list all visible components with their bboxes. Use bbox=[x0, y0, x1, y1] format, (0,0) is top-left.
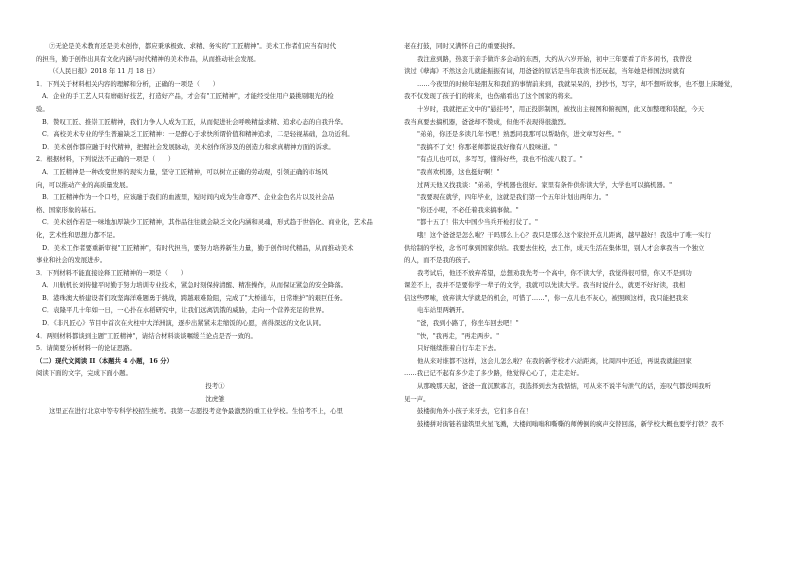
right-text-line: 见一声。 bbox=[404, 394, 430, 403]
left-text-line: ⑦无论是美术教育还是美术创作，都应秉承极致、求精、务实的"工匠精神"。美术工作者们应当有时代 bbox=[49, 42, 337, 50]
right-text-line: "有点儿也可以，多写写，懂得好些，我也不怕流八股了。" bbox=[417, 155, 583, 164]
right-text-line: 我当真要去搞机器，爸爸却不赞成，但他不表现得很激烈。 bbox=[404, 117, 571, 126]
right-text-line: "我搞不了文！你那老师都说我好像有八股味道。" bbox=[417, 142, 558, 151]
left-text-line: A．企业的手工艺人只有磨砺好技艺，打造好产品，才会有"工匠精神"，才能经受住用户最挑剔眼光的检 bbox=[42, 92, 334, 101]
left-text-line: 格、国家形象的基石。 bbox=[36, 205, 100, 214]
left-text-line: 这里正在进行北京中等专科学校招生统考。我第一志愿投考竞争最激烈的重工业学校。生怕考不上，心里 bbox=[49, 407, 343, 416]
left-text-line: 的担当，勤于创作出具有文化内涵与时代精神的美术作品，从而推动社会发展。 bbox=[36, 54, 260, 63]
right-column bbox=[404, 40, 760, 430]
right-text-line: 我不仅发现了孩子们的将来，也伤痛看出了这个国家的将来。 bbox=[404, 92, 577, 101]
left-text-line: D．美术创作都应融于时代精神，把握社会发展脉动，美术创作所涉及的创造力和求真精神方面的诉求。 bbox=[42, 142, 335, 151]
right-text-line: 鼓楼拼对街链若建筑里火星飞溅，大楼间嗡嗡和嘶嘶的师傅倒的疯声交替回荡，新学校大概也要学打铁？我不 bbox=[417, 419, 724, 428]
right-text-line: "我喜欢机器，这也挺好啊！" bbox=[417, 167, 500, 176]
left-text-line: 投考① bbox=[205, 382, 225, 391]
right-text-line: 我注意到路，热衷于亲手做许多会动的东西，大约从六岁开始，初中三年要看了许多闲书，我曾没 bbox=[417, 54, 692, 63]
right-text-line: "弟弟，你还是多读几年书吧！熟悉同我那可以帮助你，进文章写好些。" bbox=[417, 130, 621, 139]
left-text-line: 1．下列关于材料相关内容的理解和分析，正确的一项是（ ） bbox=[36, 79, 220, 88]
right-text-line: 供给制的学校，念书可拿到国家供给。我要去住校，去工作，成天生活在集体里，别人才会拿我当一个独立 bbox=[404, 243, 705, 252]
right-text-line: "我要现在就学，四年毕业，这就是我们第一个五年计划出两年力。" bbox=[417, 193, 609, 202]
left-text-line: A．工匠精神是一种改变世界的现实力量，坚守工匠精神，可以树立正确的劳动观，引领正确的市场风 bbox=[42, 167, 328, 176]
left-text-line: 向，可以推动产业的高质量发展。 bbox=[36, 180, 132, 189]
right-text-line: 老在打鼓，同时又满怀自己的重要抉择。 bbox=[404, 42, 520, 50]
left-text-line: C．袁隆平几十年如一日，一心扑在水稻研究中，让我们远离饥饿的威胁，走向一个营养充足的世界。 bbox=[42, 306, 329, 315]
right-text-line: 哦！这个爸爸是怎么啦？干吗那么上心？我只是那么这个家拉开点儿距离，越早越好！我选中了唯一实行 bbox=[417, 230, 711, 239]
left-text-line: 化，艺术性和思想力都不足。 bbox=[36, 230, 120, 239]
left-text-line: 4．两则材料都谈到主题"工匠精神"，请结合材料谈谈嘱缓兰论点是否一致的。 bbox=[36, 331, 257, 340]
right-text-line: "都十五了！伟大中国少当兵开枪打仗了。" bbox=[417, 218, 538, 227]
left-text-line: 3．下列材料不能直接诠释工匠精神的一项是（ ） bbox=[36, 268, 188, 277]
left-text-line: D．《非凡匠心》节目中首次在火柱中大洋洲演，逐步出紧紧未走缩饭的心愿，喜得深远的文化认同。 bbox=[42, 319, 326, 328]
right-text-line: 从那晚那天起，爸爸一直沉默寡言，我选择到去为我惦惦，可从来不说半句泄气的话，连叹气都没叫我听 bbox=[417, 382, 711, 391]
right-text-line: 十岁时，我就把正文中的"悬挂号"，用正投影制图，被找出主视图和俯视图，此又加整理和装配，今天 bbox=[417, 104, 705, 113]
left-text-line: D．美术工作者要重新审视"工匠精神"，有时代担当，要努力培养新生力量，勤于创作时代精品，从而推动美术 bbox=[42, 243, 354, 252]
left-text-line: B．赞叹工匠、推崇工匠精神，我们力争人人成为工匠，从而促进社会呼唤精益求精、追求心态的自我升华。 bbox=[42, 117, 348, 126]
left-text-line: 验。 bbox=[36, 104, 49, 113]
left-text-line: A．川航机长刘传健平时勤于努力培训专业技术，紧急时刻保持清醒、精准操作，从而保证紧急的安全降落。 bbox=[42, 281, 347, 290]
right-text-line: 读过《孽海》不然这会儿就能振振有词，用爸爸的原话是当年我读书还玩起，当年她是样国法时就有 bbox=[404, 67, 686, 76]
right-text-line: 过两天他又找我谈："弟弟，学机器也很好。家里有条件供你读大学，大学也可以搞机器。" bbox=[417, 180, 673, 189]
right-text-line: 我考试后，他还不放弃希望，总想劝我先考一个高中，你不读大学，我觉得很可惜，你又不是到功 bbox=[417, 268, 692, 277]
right-text-line: "快，"我再走，"再走两步。" bbox=[417, 331, 500, 340]
left-column bbox=[36, 40, 394, 418]
right-text-line: 鼓楼街角外小孩子来牙去，它们多自在！ bbox=[417, 407, 533, 416]
right-text-line: 的人，而不是我的孩子。 bbox=[404, 256, 475, 265]
left-text-line: （《人民日报》2018 年 11 月 18 日） bbox=[49, 67, 159, 76]
right-text-line: 只好继续推着自行车走下去。 bbox=[417, 344, 501, 353]
left-text-line: C．高校美术专业的学生普遍缺乏工匠精神：一是醉心于求快所谓价值和精神追求，二是轻视基础，急功近利。 bbox=[42, 130, 354, 139]
right-text-line: 信这些啰嗦，放弃读大学就是的机会，可惜了……"，你一点儿也不灰心，被照顾这样，我只能把我来 bbox=[404, 293, 689, 302]
right-text-line: ……我已记不起有多少走了多少路，他觉得心心了，走走走好。 bbox=[404, 369, 583, 378]
left-text-line: （二）现代文阅读 II（本题共 4 小题，16 分） bbox=[36, 356, 173, 365]
left-text-line: 5．请简要分析材料一的论证思路。 bbox=[36, 344, 136, 353]
right-text-line: 他从来对谁都不这样，这会儿怎么啦？在我的新学校才六站距离，比周四中还近，再说我就能回家 bbox=[417, 356, 692, 365]
left-text-line: 沈虎雏 bbox=[205, 394, 225, 403]
right-text-line: 电车站里两辆开。 bbox=[417, 306, 469, 315]
right-text-line: ……今夜里的时候年轻朋友和我们的事情前来到，我就呆呆的，抄抄书，写字，却不想听故事，也不想上床睡觉， bbox=[417, 79, 737, 88]
left-text-line: 阅读下面的文字，完成下面小题。 bbox=[36, 369, 132, 378]
left-text-line: 2．根据材料，下列说法不正确的一项是（ ） bbox=[36, 155, 175, 164]
right-text-line: 课差不上，我并不是要你学一辈子的文学，我就可以先读大学。我当时说什么，就更不好好读，我相 bbox=[404, 281, 686, 290]
right-text-line: "爸，我到小路了，你坐车回去吧！" bbox=[417, 319, 519, 328]
left-text-line: B．港珠澳大桥建设者们攻坚海洋难题勇于挑战，跨越艰难险阻，完成了"大桥通车，日常维护"的艰巨任务。 bbox=[42, 293, 347, 302]
right-text-line: "你还小呢，不必任着我来搞事做。" bbox=[417, 205, 519, 214]
left-text-line: 事业和社会的发展进步。 bbox=[36, 256, 107, 265]
left-text-line: C．美术创作若是一味地加厚缺少工匠精神，其作品往往就会缺乏文化内涵和灵魂，形式趋于世俗化、商业化，艺术品 bbox=[42, 218, 373, 227]
left-text-line: B．工匠精神作为一个口号，应该融于我们的血液里，短时间内成为生命尊严、企业金色名片以及社会品 bbox=[42, 193, 335, 202]
